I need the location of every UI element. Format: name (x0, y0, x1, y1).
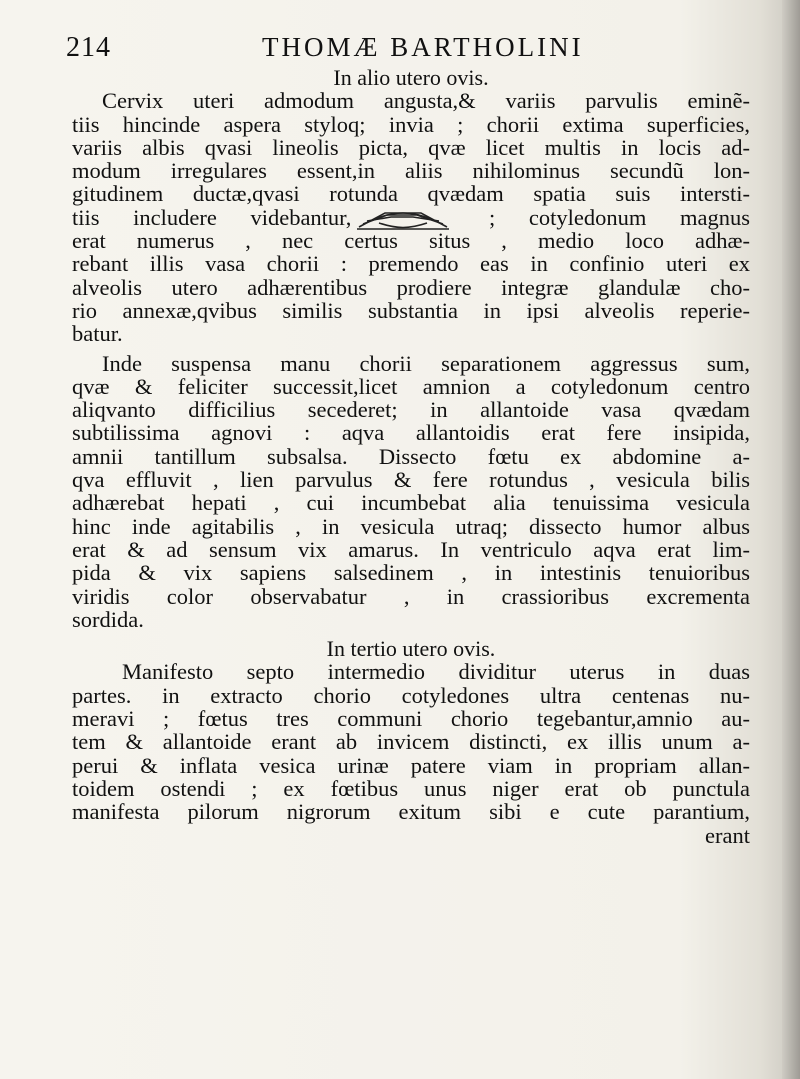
section-heading: In tertio utero ovis. (326, 636, 496, 662)
section-heading: In alio utero ovis. (333, 65, 489, 90)
text-line: manifesta pilorum nigrorum exitum sibi e cute parantium, (72, 799, 750, 825)
page-edge (782, 0, 800, 1079)
text-line: hinc inde agitabilis , in vesicula utraq; dissecto humor albus (72, 513, 750, 539)
text-line: meravi ; fœtus tres communi chorio tegebantur,amnio au- (72, 706, 750, 732)
text-line: alveolis utero adhærentibus prodiere integræ glandulæ cho- (72, 274, 750, 300)
text-line: adhærebat hepati , cui incumbebat alia tenuissima vesicula (72, 490, 750, 516)
text-line: erat numerus , nec certus situs , medio loco adhæ- (72, 228, 750, 254)
text-line: subtilissima agnovi : aqva allantoidis erat fere insipida, (72, 420, 750, 446)
text-block (72, 66, 750, 847)
text-line: toidem ostendi ; ex fœtibus unus niger erat ob punctula (72, 775, 750, 801)
text-line: rio annexæ,qvibus similis substantia in ipsi alveolis reperie- (72, 297, 750, 323)
text-line: qvæ & feliciter successit,licet amnion a cotyledonum centro (72, 373, 750, 399)
text-line-with-figure (72, 206, 750, 229)
text-line: rebant illis vasa chorii : premendo eas in confinio uteri ex (72, 251, 750, 277)
text-line: erat & ad sensum vix amarus. In ventriculo aqva erat lim- (72, 536, 750, 562)
text-line: pida & vix sapiens salsedinem , in intestinis tenuioribus (72, 560, 750, 586)
text-line: viridis color observabatur , in crassioribus excrementa (72, 583, 750, 609)
text-line: tem & allantoide erant ab invicem distincti, ex illis unum a- (72, 729, 750, 755)
text-line: Inde suspensa manu chorii separationem aggressus sum, (102, 350, 750, 376)
text-line: modum irregulares essent,in aliis nihilominus secundũ lon- (72, 158, 750, 184)
text-line: batur. (72, 321, 123, 347)
text-line: gitudinem ductæ,qvasi rotunda qvædam spatia suis intersti- (72, 181, 750, 207)
text-line: perui & inflata vesica urinæ patere viam in propriam allan- (72, 752, 750, 778)
text-line: variis albis qvasi lineolis picta, qvæ licet multis in locis ad- (72, 134, 750, 160)
text-line: partes. in extracto chorio cotyledones ultra centenas nu- (72, 682, 750, 708)
running-head (66, 30, 770, 64)
text-line: tiis includere videbantur, ; cotyledonum magnus (72, 204, 750, 230)
text-line: Cervix uteri admodum angusta,& variis parvulis eminẽ- (102, 88, 750, 114)
page-number: 214 (66, 32, 111, 63)
text-line: qva effluvit , lien parvulus & fere rotundus , vesicula bilis (72, 467, 750, 493)
running-title: THOMÆ BARTHOLINI (262, 32, 584, 62)
text-line: tiis hincinde aspera styloq; invia ; chorii extima superficies, (72, 111, 750, 137)
catchword: erant (705, 822, 750, 848)
text-line: Manifesto septo intermedio dividitur uterus in duas (122, 659, 750, 685)
text-line: sordida. (72, 606, 144, 632)
text-line: amnii tantillum subsalsa. Dissecto fœtu ex abdomine a- (72, 443, 750, 469)
text-line: aliqvanto difficilius secederet; in allantoide vasa qvædam (72, 397, 750, 423)
